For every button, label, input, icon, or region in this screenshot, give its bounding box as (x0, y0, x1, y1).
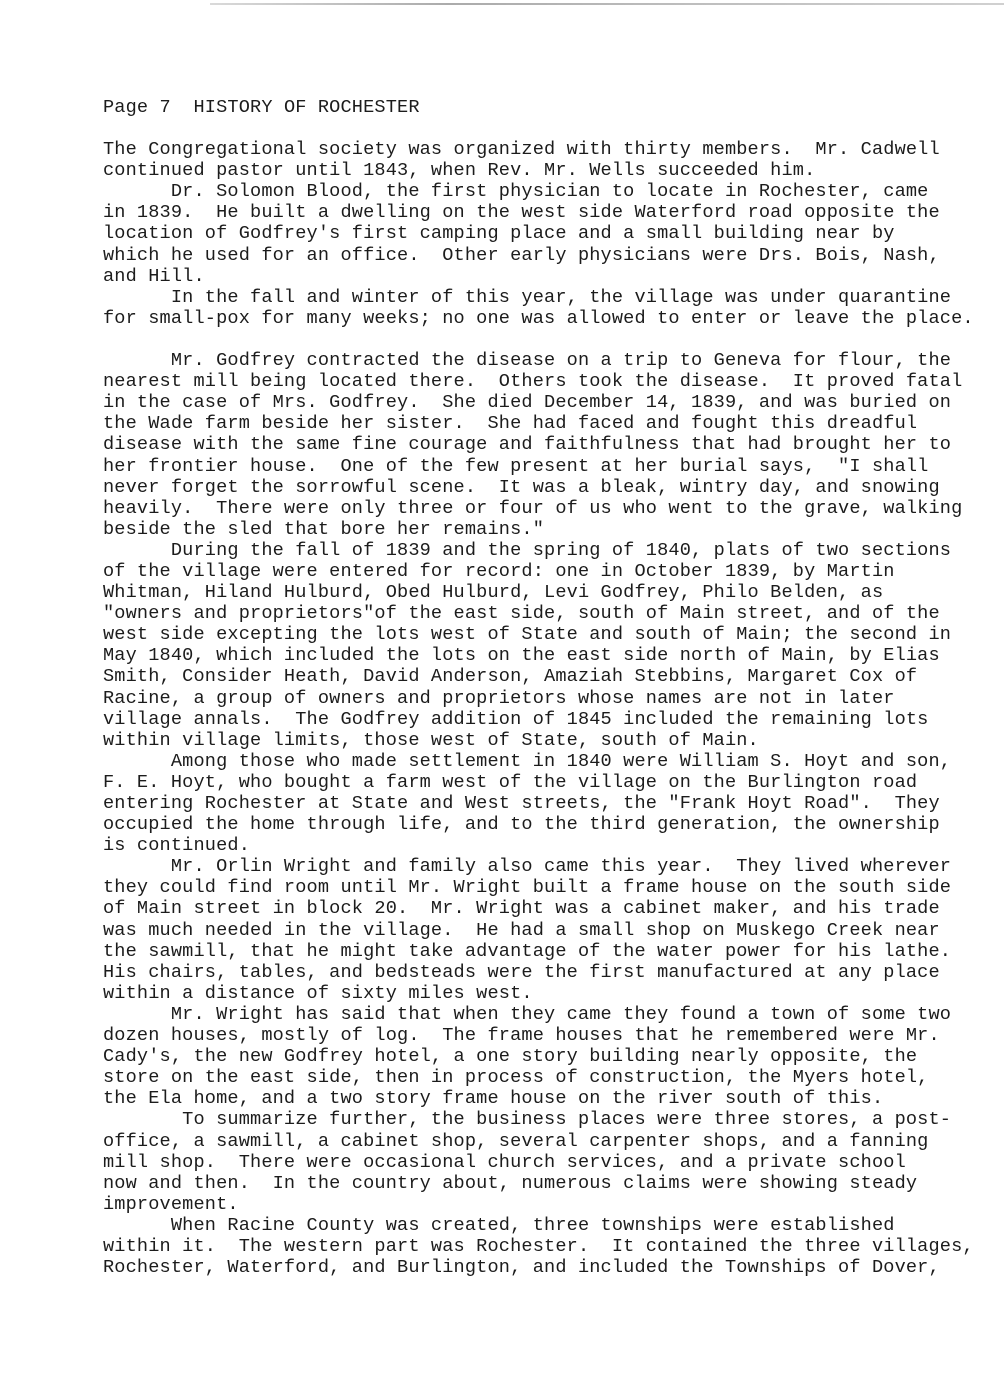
scan-edge-line (210, 3, 1004, 5)
text-line: the sawmill, that he might take advantage of the water power for his lathe. (103, 940, 952, 962)
text-line: the Wade farm beside her sister. She had faced and fought this dreadful (103, 413, 918, 435)
text-line: His chairs, tables, and bedsteads were the first manufactured at any place (103, 961, 940, 983)
text-line: Cady's, the new Godfrey hotel, a one story building nearly opposite, the (103, 1046, 918, 1068)
text-line: Mr. Wright has said that when they came they found a town of some two (103, 1003, 952, 1025)
text-line: F. E. Hoyt, who bought a farm west of the village on the Burlington road (103, 771, 918, 793)
text-line: disease with the same fine courage and faithfulness that had brought her to (103, 434, 952, 456)
text-line: the Ela home, and a two story frame house on the river south of this. (103, 1088, 884, 1110)
text-line: west side excepting the lots west of State and south of Main; the second in (103, 624, 952, 646)
text-line: To summarize further, the business places were three stores, a post- (103, 1109, 952, 1131)
text-line: continued pastor until 1843, when Rev. Mr. Wells succeeded him. (103, 160, 816, 182)
text-line: Among those who made settlement in 1840 were William S. Hoyt and son, (103, 750, 952, 772)
text-line: "owners and proprietors"of the east side, south of Main street, and of the (103, 603, 940, 625)
text-line: of the village were entered for record: one in October 1839, by Martin (103, 560, 895, 582)
text-line: entering Rochester at State and West streets, the "Frank Hoyt Road". They (103, 793, 940, 814)
text-line: and Hill. (103, 265, 205, 287)
text-line: dozen houses, mostly of log. The frame houses that he remembered were Mr. (103, 1025, 940, 1047)
text-line: location of Godfrey's first camping place and a small building near by (103, 223, 895, 245)
page-header (103, 97, 963, 118)
text-line: within village limits, those west of State, south of Main. (103, 729, 759, 751)
text-line: Mr. Orlin Wright and family also came this year. They lived wherever (103, 856, 952, 878)
text-line: Rochester, Waterford, and Burlington, and included the Townships of Dover, (103, 1257, 940, 1279)
text-line: Whitman, Hiland Hulburd, Obed Hulburd, Levi Godfrey, Philo Belden, as (103, 582, 884, 604)
text-line: beside the sled that bore her remains." (103, 518, 545, 540)
document-page (103, 97, 974, 1279)
text-line: of Main street in block 20. Mr. Wright was a cabinet maker, and his trade (103, 898, 940, 920)
text-line: in 1839. He built a dwelling on the west side Waterford road opposite the (103, 202, 940, 224)
text-line: within a distance of sixty miles west. (103, 982, 533, 1004)
text-line: Racine, a group of owners and proprietors whose names are not in later (103, 687, 895, 709)
text-line: is continued. (103, 835, 251, 857)
text-line: Mr. Godfrey contracted the disease on a trip to Geneva for flour, the (103, 350, 952, 372)
text-line: May 1840, which included the lots on the east side north of Main, by Elias (103, 645, 940, 667)
text-line: office, a sawmill, a cabinet shop, several carpenter shops, and a fanning (103, 1130, 929, 1152)
text-line: now and then. In the country about, numerous claims were showing steady (103, 1172, 918, 1194)
text-line: During the fall of 1839 and the spring of 1840, plats of two sections (103, 539, 952, 561)
paragraph-gap (103, 329, 963, 350)
text-line: for small-pox for many weeks; no one was allowed to enter or leave the place. (103, 307, 974, 329)
text-line: store on the east side, then in process of construction, the Myers hotel, (103, 1067, 929, 1089)
text-line: Dr. Solomon Blood, the first physician to locate in Rochester, came (103, 181, 929, 203)
text-line: in the case of Mrs. Godfrey. She died December 14, 1839, and was buried on (103, 392, 952, 414)
text-line: When Racine County was created, three townships were established (103, 1214, 895, 1236)
text-line: village annals. The Godfrey addition of 1845 included the remaining lots (103, 708, 929, 730)
text-line: Smith, Consider Heath, David Anderson, Amaziah Stebbins, Margaret Cox of (103, 666, 918, 688)
text-line: they could find room until Mr. Wright built a frame house on the south side (103, 877, 952, 899)
text-line: never forget the sorrowful scene. It was a bleak, wintry day, and snowing (103, 476, 940, 498)
text-line: which he used for an office. Other early physicians were Drs. Bois, Nash, (103, 244, 940, 266)
text-line: nearest mill being located there. Others took the disease. It proved fatal (103, 371, 963, 393)
page-number: Page 7 (103, 97, 171, 118)
text-line: within it. The western part was Rochester. It contained the three villages, (103, 1235, 974, 1257)
body-text (103, 139, 974, 1279)
text-line: mill shop. There were occasional church services, and a private school (103, 1151, 906, 1173)
text-line: heavily. There were only three or four of us who went to the grave, walking (103, 497, 963, 519)
text-line: In the fall and winter of this year, the village was under quarantine (103, 286, 952, 308)
text-line: The Congregational society was organized with thirty members. Mr. Cadwell (103, 139, 940, 161)
text-line: was much needed in the village. He had a small shop on Muskego Creek near (103, 919, 940, 941)
text-line: her frontier house. One of the few present at her burial says, "I shall (103, 455, 929, 477)
document-title: HISTORY OF ROCHESTER (193, 97, 420, 118)
text-line: occupied the home through life, and to the third generation, the ownership (103, 814, 940, 836)
text-line: improvement. (103, 1193, 239, 1215)
